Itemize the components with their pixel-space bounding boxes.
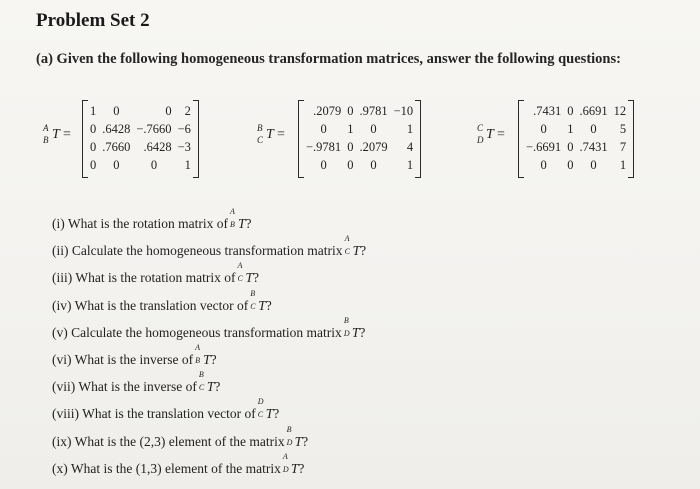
question-end: ? (273, 406, 280, 422)
question-symbol-base: T (290, 460, 299, 476)
question-symbol (343, 315, 360, 346)
matrix-ab-cell: 0 (150, 157, 158, 172)
question-number: (ix) (52, 433, 72, 449)
matrix-ab-cell: 0 (113, 157, 120, 172)
matrix-label-ab-pre (42, 123, 52, 145)
matrix-label-bc-sup: B (257, 123, 263, 133)
matrix-cd-table (523, 102, 629, 174)
matrix-bc (298, 100, 421, 178)
question-number: (vi) (52, 351, 72, 367)
question-text: What is the rotation matrix of (67, 216, 228, 231)
matrix-cd (518, 100, 634, 178)
question-end: ? (302, 433, 309, 449)
question-end: ? (214, 379, 221, 395)
question-end: ? (210, 351, 217, 367)
question-symbol-pre (257, 397, 266, 420)
matrix-bc-cell: 0 (347, 139, 354, 154)
matrix-label-ab (42, 123, 71, 145)
matrix-cd-cell: .6691 (579, 103, 608, 118)
question-symbol (286, 424, 303, 455)
question-end: ? (298, 460, 305, 476)
question-item (52, 315, 652, 346)
matrix-ab-cell: 2 (184, 103, 191, 118)
matrix-ab-cell: −3 (177, 139, 191, 154)
matrix-label-ab-base: T (52, 127, 60, 143)
question-text: What is the rotation matrix of (75, 270, 236, 286)
matrix-cd-cell: 0 (540, 157, 547, 172)
matrix-cd-cell: 1 (567, 121, 574, 136)
question-symbol (237, 261, 253, 291)
question-number: (viii) (52, 406, 79, 422)
question-symbol-sub: B (229, 220, 235, 229)
question-symbol-base: T (351, 324, 360, 340)
question-text: What is the (2,3) element of the matrix (74, 433, 285, 449)
question-text: Calculate the homogeneous transformation matrix (71, 324, 342, 340)
matrix-cd-cell: 0 (567, 103, 574, 118)
question-number: (i) (52, 216, 65, 231)
question-text: What is the translation vector of (74, 297, 249, 313)
matrix-bc-cell: 0 (320, 157, 327, 172)
matrix-bc-cell: 4 (406, 139, 414, 154)
matrix-ab-cell: 1 (184, 157, 191, 172)
question-symbol-sup: B (198, 370, 204, 380)
matrix-label-bc-equals: = (277, 127, 285, 143)
matrix-bc-cell: 0 (347, 103, 354, 118)
question-symbol-pre (198, 370, 207, 393)
matrix-bc-cell: 1 (347, 121, 354, 136)
question-symbol-base: T (245, 270, 253, 286)
question-symbol (250, 288, 266, 319)
matrix-bc-cell: .9781 (359, 103, 388, 118)
question-symbol-pre (282, 451, 291, 475)
matrix-label-bc (256, 123, 285, 145)
matrix-ab-cell: .6428 (143, 139, 172, 154)
question-number: (x) (52, 460, 68, 476)
question-end: ? (253, 270, 259, 286)
question-symbol-sup: A (344, 234, 350, 244)
question-symbol-pre (344, 234, 353, 257)
question-number: (iv) (52, 297, 72, 313)
matrix-ab-cell: 1 (90, 103, 97, 118)
matrix-label-ab-sub: B (43, 135, 49, 145)
question-end: ? (360, 243, 367, 259)
question-symbol (195, 342, 211, 373)
matrix-bc-cell: 1 (406, 121, 414, 136)
question-symbol-pre (237, 261, 245, 284)
question-item (52, 207, 652, 237)
matrix-bc-cell: 1 (406, 157, 414, 172)
question-symbol-pre (343, 315, 352, 339)
question-symbol-base: T (352, 243, 361, 259)
question-symbol-sup: A (282, 451, 288, 461)
matrix-cd-cell: 1 (619, 157, 627, 172)
matrix-bc-table (303, 102, 416, 174)
question-item (52, 342, 652, 373)
matrix-cd-cell: .7431 (579, 139, 608, 154)
matrix-label-bc-sub: C (257, 135, 264, 145)
question-symbol-sup: B (343, 315, 349, 325)
question-item (52, 261, 652, 291)
question-number: (vii) (52, 379, 76, 395)
matrix-bc-cell: 0 (370, 121, 377, 136)
question-text: What is the inverse of (74, 351, 194, 367)
question-symbol-sup: A (237, 261, 243, 271)
matrix-label-bc-pre (256, 123, 266, 145)
page-title: Problem Set 2 (36, 10, 150, 31)
matrix-ab-cell: 0 (165, 103, 172, 118)
matrix-ab-cell: .6428 (102, 121, 131, 136)
question-symbol-base: T (294, 433, 303, 449)
matrix-label-cd-base: T (486, 127, 494, 143)
matrix-cd-cell: 0 (567, 157, 574, 172)
question-symbol (198, 370, 215, 400)
matrix-cd-cell: −.6691 (526, 139, 562, 154)
question-symbol-sub: C (237, 274, 243, 284)
question-text: Calculate the homogeneous transformation matrix (71, 243, 343, 259)
question-item (52, 397, 652, 427)
matrix-label-cd-equals: = (497, 127, 505, 143)
question-symbol-base: T (258, 297, 266, 313)
intro-paragraph (36, 50, 636, 68)
matrix-bc-cell: 0 (370, 157, 377, 172)
question-symbol-sup: A (195, 342, 200, 352)
matrix-ab-cell: −6 (177, 121, 191, 136)
question-symbol-sup: B (286, 424, 292, 434)
matrix-label-cd (476, 123, 505, 145)
question-symbol-sub: C (250, 301, 256, 311)
question-symbol (282, 451, 299, 482)
matrix-ab-cell: 0 (113, 103, 120, 118)
question-symbol-pre (229, 207, 238, 230)
question-symbol (344, 234, 361, 264)
question-number: (iii) (52, 270, 73, 286)
question-list (52, 207, 652, 482)
question-symbol-sup: B (250, 288, 256, 298)
question-item (52, 370, 652, 400)
matrix-bc-cell: .2079 (359, 139, 388, 154)
intro-text: Given the following homogeneous transformation matrices, answer the following questions: (56, 51, 621, 67)
question-end: ? (359, 324, 366, 340)
question-symbol-sub: D (343, 328, 350, 338)
question-number: (ii) (52, 243, 69, 259)
question-item (52, 424, 652, 455)
question-symbol-base: T (206, 379, 215, 395)
question-symbol (257, 397, 274, 427)
question-number: (v) (52, 324, 68, 340)
question-item (52, 234, 652, 264)
matrix-label-bc-base: T (266, 127, 274, 143)
question-end: ? (245, 216, 252, 231)
matrix-label-ab-equals: = (63, 127, 71, 143)
question-text: What is the translation vector of (82, 406, 256, 422)
question-symbol (229, 207, 246, 237)
question-symbol-sub: C (257, 410, 264, 420)
matrix-label-ab-sup: A (43, 123, 49, 133)
matrix-ab (82, 100, 199, 178)
matrix-ab-table (87, 102, 194, 174)
matrix-ab-cell: 0 (90, 139, 97, 154)
matrix-cd-cell: 12 (613, 103, 627, 118)
matrix-ab-cell: 0 (90, 121, 97, 136)
matrix-cd-cell: 7 (619, 139, 627, 154)
matrix-label-cd-pre (476, 123, 486, 145)
question-text: What is the inverse of (78, 379, 197, 395)
matrix-label-cd-sub: D (477, 135, 484, 145)
question-symbol-pre (250, 288, 258, 312)
matrix-ab-cell: 0 (90, 157, 97, 172)
matrix-ab-cell: −.7660 (136, 121, 172, 136)
question-symbol-sup: A (229, 207, 235, 216)
question-end: ? (265, 297, 272, 313)
matrix-row (42, 100, 692, 180)
matrix-label-cd-sup: C (477, 123, 484, 133)
matrix-bc-cell: .2079 (313, 103, 342, 118)
matrix-cd-cell: 0 (540, 121, 547, 136)
matrix-bc-cell: 0 (347, 157, 354, 172)
matrix-cd-cell: 0 (590, 157, 597, 172)
question-symbol-sup: D (257, 397, 264, 407)
matrix-bc-cell: −.9781 (306, 139, 342, 154)
question-symbol-sub: D (282, 464, 289, 474)
question-symbol-pre (195, 342, 203, 366)
matrix-ab-cell: .7660 (102, 139, 131, 154)
question-symbol-sub: D (286, 437, 293, 447)
matrix-cd-cell: 0 (567, 139, 574, 154)
intro-label: (a) (36, 51, 53, 67)
question-symbol-base: T (203, 351, 211, 367)
question-symbol-pre (286, 424, 295, 448)
matrix-bc-cell: 0 (320, 121, 327, 136)
matrix-cd-cell: 0 (590, 121, 597, 136)
question-item (52, 288, 652, 319)
matrix-cd-cell: .7431 (533, 103, 562, 118)
question-symbol-sub: C (344, 247, 350, 257)
matrix-cd-cell: 5 (619, 121, 627, 136)
question-symbol-sub: B (195, 355, 200, 365)
question-symbol-sub: C (198, 383, 205, 393)
question-item (52, 451, 652, 482)
question-symbol-base: T (265, 406, 274, 422)
matrix-bc-cell: −10 (393, 103, 414, 118)
question-symbol-base: T (237, 216, 246, 231)
question-text: What is the (1,3) element of the matrix (70, 460, 281, 476)
